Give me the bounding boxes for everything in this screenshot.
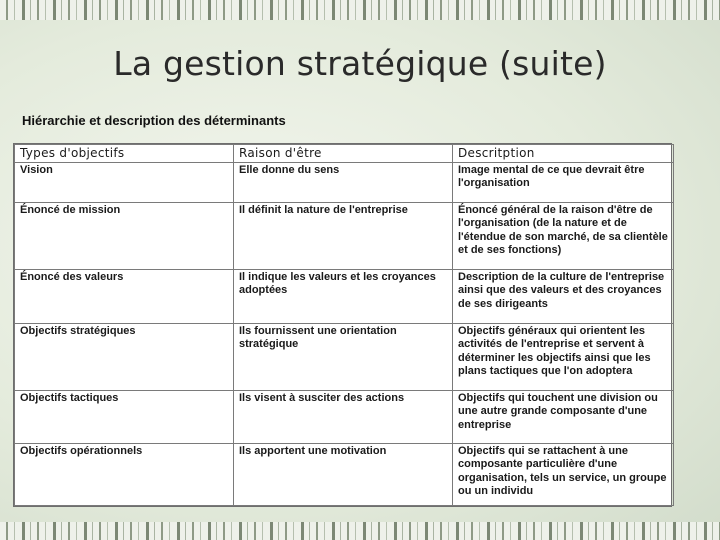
cell-type: Énoncé de mission [15, 203, 234, 270]
decorative-bottom-stripe [0, 522, 720, 540]
cell-raison: Ils visent à susciter des actions [234, 391, 453, 444]
cell-description: Énoncé général de la raison d'être de l'organisation (de la nature et de l'étendue de son marché, de sa clientèle et de ses fonctions) [453, 203, 674, 270]
cell-raison: Elle donne du sens [234, 163, 453, 203]
cell-type: Vision [15, 163, 234, 203]
table-row [15, 203, 674, 270]
table-row [15, 270, 674, 324]
table-row [15, 444, 674, 506]
cell-description: Objectifs qui se rattachent à une composante particulière d'une organisation, tels un service, un groupe ou un individu [453, 444, 674, 506]
slide-title: La gestion stratégique (suite) [113, 44, 607, 83]
cell-type: Objectifs tactiques [15, 391, 234, 444]
header-types: Types d'objectifs [15, 145, 234, 163]
table-row [15, 163, 674, 203]
cell-type: Énoncé des valeurs [15, 270, 234, 324]
header-raison: Raison d'être [234, 145, 453, 163]
cell-raison: Il définit la nature de l'entreprise [234, 203, 453, 270]
cell-description: Objectifs qui touchent une division ou une autre grande composante d'une entreprise [453, 391, 674, 444]
header-description: Descritption [453, 145, 674, 163]
decorative-top-stripe [0, 0, 720, 20]
cell-raison: Il indique les valeurs et les croyances adoptées [234, 270, 453, 324]
objectives-table-container [13, 143, 672, 507]
cell-raison: Ils apportent une motivation [234, 444, 453, 506]
cell-description: Objectifs généraux qui orientent les activités de l'entreprise et servent à déterminer les objectifs ainsi que les plans tactiques que l'on adoptera [453, 324, 674, 391]
cell-description: Description de la culture de l'entreprise ainsi que des valeurs et des croyances de ses dirigeants [453, 270, 674, 324]
table-row [15, 324, 674, 391]
objectives-table [14, 144, 674, 506]
table-row [15, 391, 674, 444]
table-header-row [15, 145, 674, 163]
cell-raison: Ils fournissent une orientation stratégique [234, 324, 453, 391]
cell-description: Image mental de ce que devrait être l'organisation [453, 163, 674, 203]
cell-type: Objectifs opérationnels [15, 444, 234, 506]
cell-type: Objectifs stratégiques [15, 324, 234, 391]
table-subtitle: Hiérarchie et description des déterminants [22, 113, 286, 128]
